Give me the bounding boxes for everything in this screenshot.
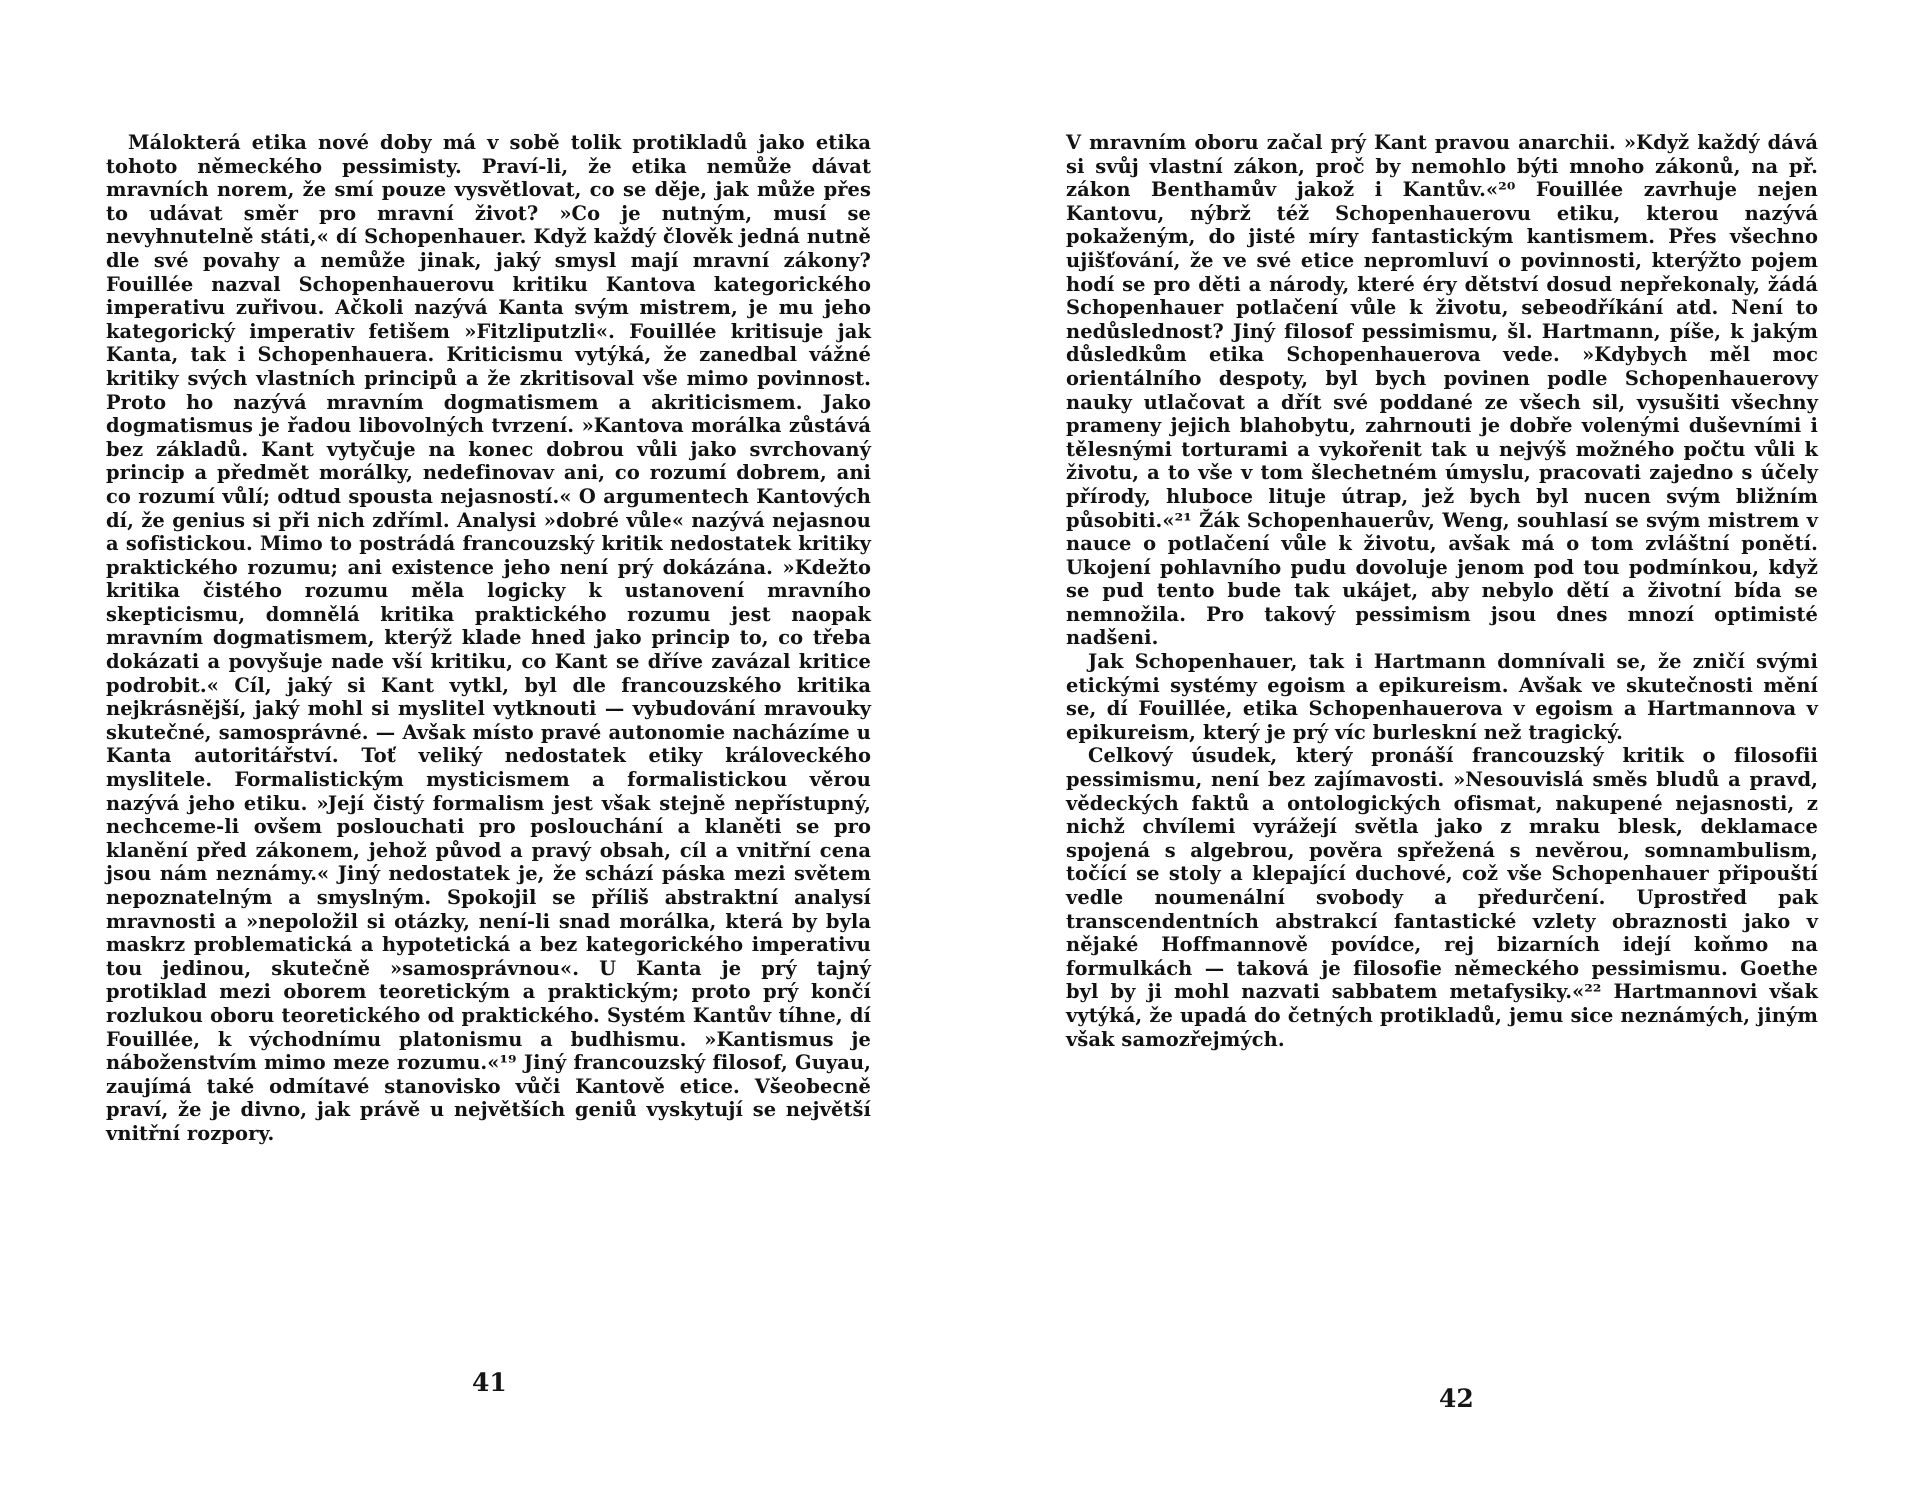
right-paragraph-2: Jak Schopenhauer, tak i Hartmann domnívali se, že zničí svými etickými systémy egoism a epikureism. Avšak ve skutečnosti mění se, dí Fouillée, etika Schopenhauerova v egoism a Hartmannova v epikureism, který je prý víc burleskní než tragický.	[1066, 650, 1818, 744]
right-paragraph-3: Celkový úsudek, který pronáší francouzský kritik o filosofii pessimismu, není bez zajímavosti. »Nesouvislá směs bludů a pravd, vědeckých faktů a ontologických ofismat, nakupené nejasnosti, z nichž chvílemi vyrážejí světla jako z mraku blesk, deklamace spojená s algebrou, pověra spřežená s nevěrou, somnambulism, točící se stoly a klepající duchové, což vše Schopenhauer připouští vedle noumenální svobody a předurčení. Uprostřed pak transcendentních abstrakcí fantastické vzlety obraznosti jako v nějaké Hoffmannově povídce, rej bizarních idejí koňmo na formulkách — taková je filosofie německého pessimismu. Goethe byl by ji mohl nazvati sabbatem metafysiky.«²² Hartmannovi však vytýká, že upadá do četných protikladů, jemu sice neznámých, jiným však samozřejmých.	[1066, 744, 1818, 1051]
left-paragraph-1: Málokterá etika nové doby má v sobě tolik protikladů jako etika tohoto německého pessimisty. Praví-li, že etika nemůže dávat mravních norem, že smí pouze vysvětlovat, co se děje, jak může přes to udávat směr pro mravní život? »Co je nutným, musí se nevyhnutelně státi,« dí Schopenhauer. Když každý člověk jedná nutně dle své povahy a nemůže jinak, jaký smysl mají mravní zákony? Fouillée nazval Schopenhauerovu kritiku Kantova kategorického imperativu zuřivou. Ačkoli nazývá Kanta svým mistrem, je mu jeho kategorický imperativ fetišem »Fitzliputzli«. Fouillée kritisuje jak Kanta, tak i Schopenhauera. Kriticismu vytýká, že zanedbal vážné kritiky svých vlastních principů a že zkritisoval vše mimo povinnost. Proto ho nazývá mravním dogmatismem a akriticismem. Jako dogmatismus je řadou libovolných tvrzení. »Kantova morálka zůstává bez základů. Kant vytyčuje na konec dobrou vůli jako svrchovaný princip a předmět morálky, nedefinovav ani, co rozumí dobrem, ani co rozumí vůlí; odtud spousta nejasností.« O argumentech Kantových dí, že genius si při nich zdříml. Analysi »dobré vůle« nazývá nejasnou a sofistickou. Mimo to postrádá francouzský kritik nedostatek kritiky praktického rozumu; ani existence jeho není prý dokázána. »Kdežto kritika čistého rozumu měla logicky k ustanovení mravního skepticismu, domnělá kritika praktického rozumu jest naopak mravním dogmatismem, kterýž klade hned jako princip to, co třeba dokázati a povyšuje nade vší kritiku, co Kant se dříve zavázal kritice podrobit.« Cíl, jaký si Kant vytkl, byl dle francouzského kritika nejkrásnější, jaký mohl si myslitel vytknouti — vybudování mravouky skutečné, samosprávné. — Avšak místo pravé autonomie nacházíme u Kanta autoritářství. Toť veliký nedostatek etiky královeckého myslitele. Formalistickým mysticismem a formalistickou věrou nazývá jeho etiku. »Její čistý formalism jest však stejně nepřístupný, nechceme-li ovšem poslouchati pro poslouchání a klaněti se pro klanění před zákonem, jehož původ a pravý obsah, cíl a vnitřní cena jsou nám neznámy.« Jiný nedostatek je, že schází páska mezi světem nepoznatelným a smyslným. Spokojil se příliš abstraktní analysí mravnosti a »nepoložil si otázky, není-li snad morálka, která by byla maskrz problematická a hypotetická a bez kategorického imperativu tou jedinou, skutečně »samosprávnou«. U Kanta je prý tajný protiklad mezi oborem teoretickým a praktickým; proto prý končí rozlukou oboru teoretického od praktického. Systém Kantův tíhne, dí Fouillée, k východnímu platonismu a budhismu. »Kantismus je náboženstvím mimo meze rozumu.«¹⁹ Jiný francouzský filosof, Guyau, zaujímá také odmítavé stanovisko vůči Kantově etice. Všeobecně praví, že je divno, jak právě u největších geniů vyskytují se největší vnitřní rozpory.	[106, 131, 871, 1145]
left-page-number: 41	[472, 1368, 507, 1397]
right-page-text	[1066, 131, 1818, 1051]
left-page-text	[106, 131, 871, 1146]
right-page	[961, 0, 1922, 1500]
right-page-number: 42	[1439, 1384, 1474, 1413]
right-paragraph-1: V mravním oboru začal prý Kant pravou anarchii. »Když každý dává si svůj vlastní zákon, proč by nemohlo býti mnoho zákonů, na př. zákon Benthamův jakož i Kantův.«²⁰ Fouillée zavrhuje nejen Kantovu, nýbrž též Schopenhauerovu etiku, kterou nazývá pokaženým, do jisté míry fantastickým kantismem. Přes všechno ujišťování, že ve své etice nepromluví o povinnosti, kterýžto pojem hodí se pro děti a národy, které éry dětství dosud nepřekonaly, žádá Schopenhauer potlačení vůle k životu, sebeodříkání atd. Není to nedůslednost? Jiný filosof pessimismu, šl. Hartmann, píše, k jakým důsledkům etika Schopenhauerova vede. »Kdybych měl moc orientálního despoty, byl bych povinen podle Schopenhauerovy nauky utlačovat a dřít své poddané ze všech sil, vysušiti všechny prameny jejich blahobytu, zahrnouti je dobře volenými duševními i tělesnými torturami a vykořenit tak u nejvýš možného počtu vůli k životu, a to vše v tom šlechetném úmyslu, pracovati zajedno s účely přírody, hluboce lituje útrap, jež bych byl nucen svým bližním působiti.«²¹ Žák Schopenhauerův, Weng, souhlasí se svým mistrem v nauce o potlačení vůle k životu, avšak má o tom zvláštní ponětí. Ukojení pohlavního pudu dovoluje jenom pod tou podmínkou, když se pud tento bude tak ukájet, aby nebylo dětí a životní bída se nemnožila. Pro takový pessimism jsou dnes mnozí optimisté nadšeni.	[1066, 131, 1818, 650]
